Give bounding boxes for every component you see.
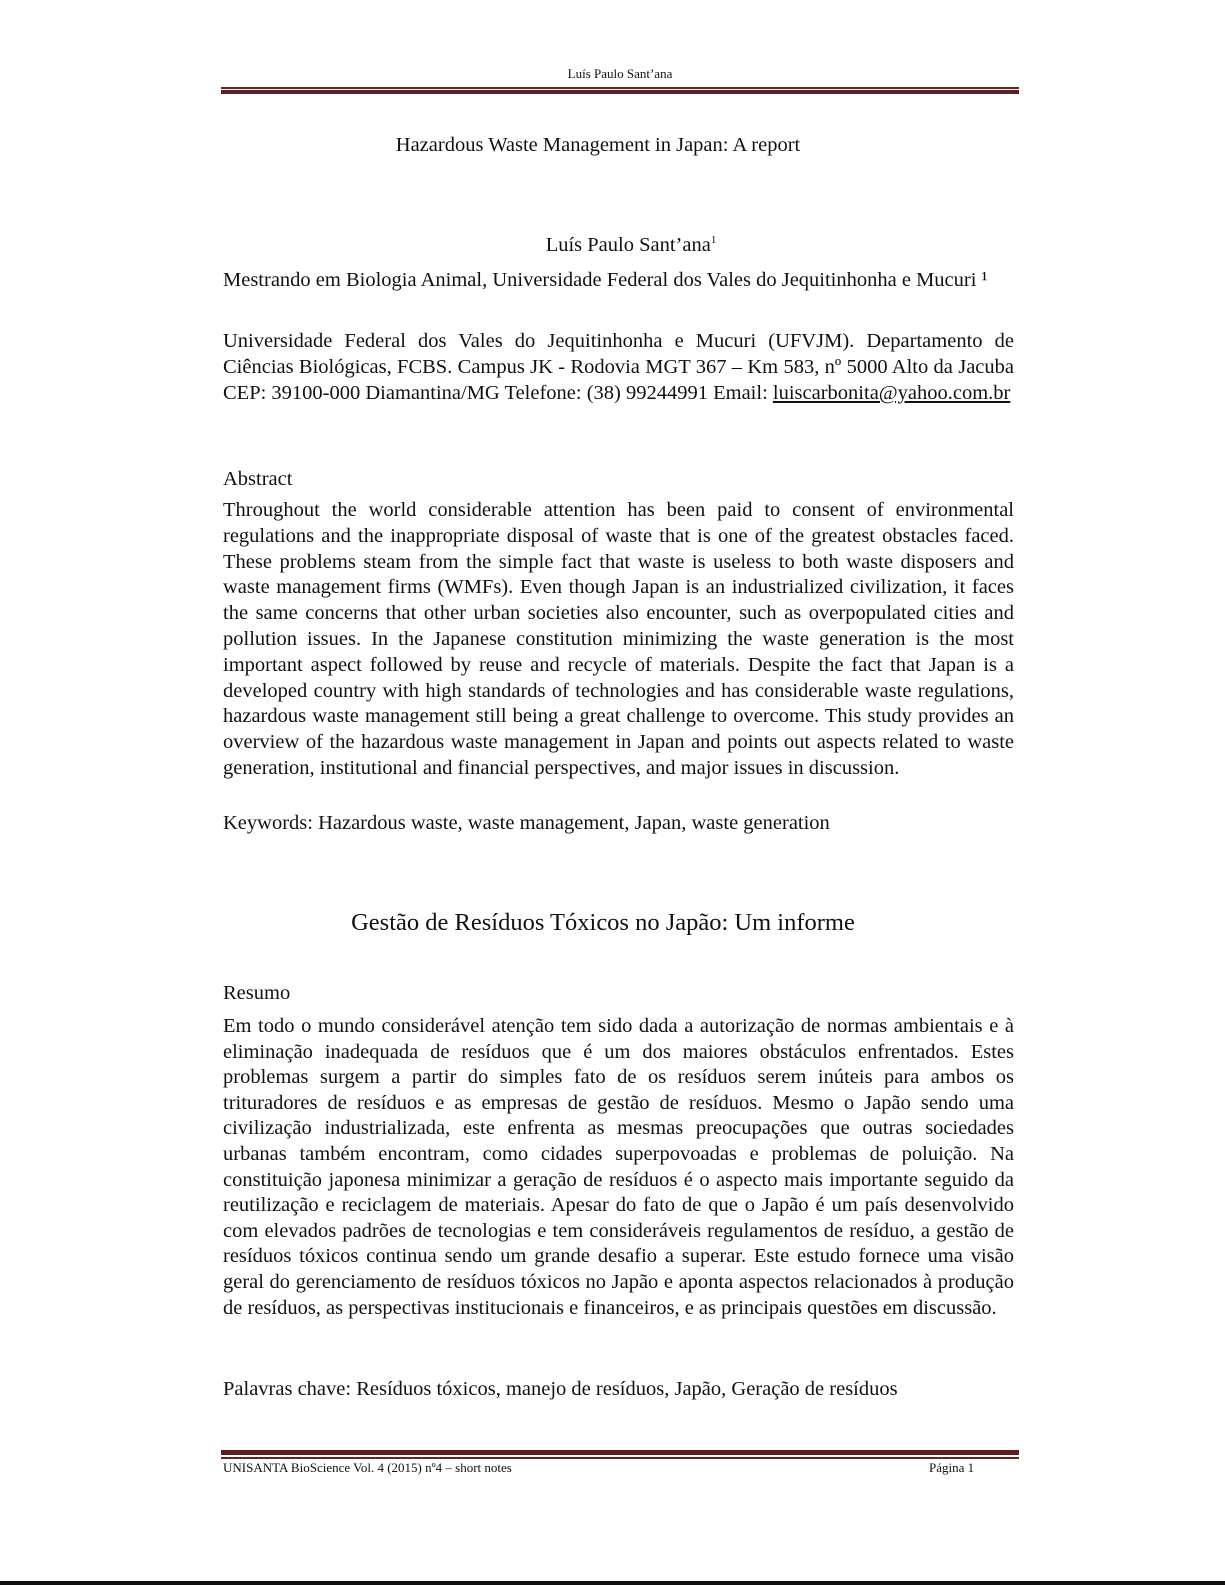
abstract-heading: Abstract xyxy=(223,468,293,490)
resumo-heading: Resumo xyxy=(223,982,291,1004)
paper-title-pt: Gestão de Resíduos Tóxicos no Japão: Um informe xyxy=(351,909,855,936)
header-rule-thick xyxy=(221,90,1019,94)
email-link[interactable]: luiscarbonita@yahoo.com.br xyxy=(772,381,1011,404)
abstract-keywords: Keywords: Hazardous waste, waste management, Japan, waste generation xyxy=(223,812,830,834)
author-superscript: 1 xyxy=(710,234,717,247)
header-rule-thin xyxy=(221,87,1019,89)
paper-title-en: Hazardous Waste Management in Japan: A report xyxy=(395,134,801,156)
resumo-body: Em todo o mundo considerável atenção tem sido dada a autorização de normas ambientais e à eliminação inadequada de resíduos que é um dos maiores obstáculos enfrentados. Estes problemas surgem a partir do simples fato de os resíduos serem inúteis para ambos os trituradores de resíduos e as empresas de gestão de resíduos. Mesmo o Japão sendo uma civilização industrializada, este enfrenta as mesmas preocupações que outras sociedades urbanas também encontram, como cidades superpovoadas e problemas de poluição. Na constituição japonesa minimizar a geração de resíduos é o aspecto mais importante seguido da reutilização e reciclagem de materiais. Apesar do fato de que o Japão é um país desenvolvido com elevados padrões de tecnologias e tem consideráveis regulamentos de resíduo, a gestão de resíduos tóxicos continua sendo um grande desafio a superar. Este estudo fornece uma visão geral do gerenciamento de resíduos tóxicos no Japão e aponta aspectos relacionados à produção de resíduos, as perspectivas institucionais e financeiros, e as principais questões em discussão. xyxy=(223,1015,1014,1319)
footer-journal: UNISANTA BioScience Vol. 4 (2015) nº4 – short notes xyxy=(223,1460,512,1475)
running-header: Luís Paulo Sant’ana xyxy=(567,66,673,81)
footer-rule-thin xyxy=(221,1457,1019,1459)
affiliation-2 xyxy=(223,329,1014,406)
resumo-keywords: Palavras chave: Resíduos tóxicos, manejo de resíduos, Japão, Geração de resíduos xyxy=(223,1378,898,1400)
author-line xyxy=(223,234,1014,257)
page-bottom-edge xyxy=(0,1581,1225,1585)
affiliation-address: Universidade Federal dos Vales do Jequitinhonha e Mucuri (UFVJM). Departamento de Ciências Biológicas, FCBS. Campus JK - Rodovia MGT 367 – Km 583, nº 5000 Alto da Jacuba CEP: 39100-000 Diamantina/MG Telefone: (38) 99244991 Email: xyxy=(223,330,1014,404)
abstract-body: Throughout the world considerable attention has been paid to consent of environmental regulations and the inappropriate disposal of waste that is one of the greatest obstacles faced. These problems steam from the simple fact that waste is useless to both waste disposers and waste management firms (WMFs). Even though Japan is an industrialized civilization, it faces the same concerns that other urban societies also encounter, such as overpopulated cities and pollution issues. In the Japanese constitution minimizing the waste generation is the most important aspect followed by reuse and recycle of materials. Despite the fact that Japan is a developed country with high standards of technologies and has considerable waste regulations, hazardous waste management still being a great challenge to overcome. This study provides an overview of the hazardous waste management in Japan and points out aspects related to waste generation, institutional and financial perspectives, and major issues in discussion. xyxy=(223,499,1014,779)
footer-page-number: Página 1 xyxy=(929,1460,975,1475)
footer-rule-thick xyxy=(221,1450,1019,1455)
author-name: Luís Paulo Sant’ana xyxy=(545,234,711,256)
affiliation-1: Mestrando em Biologia Animal, Universidade Federal dos Vales do Jequitinhonha e Mucuri ¹ xyxy=(223,269,988,291)
